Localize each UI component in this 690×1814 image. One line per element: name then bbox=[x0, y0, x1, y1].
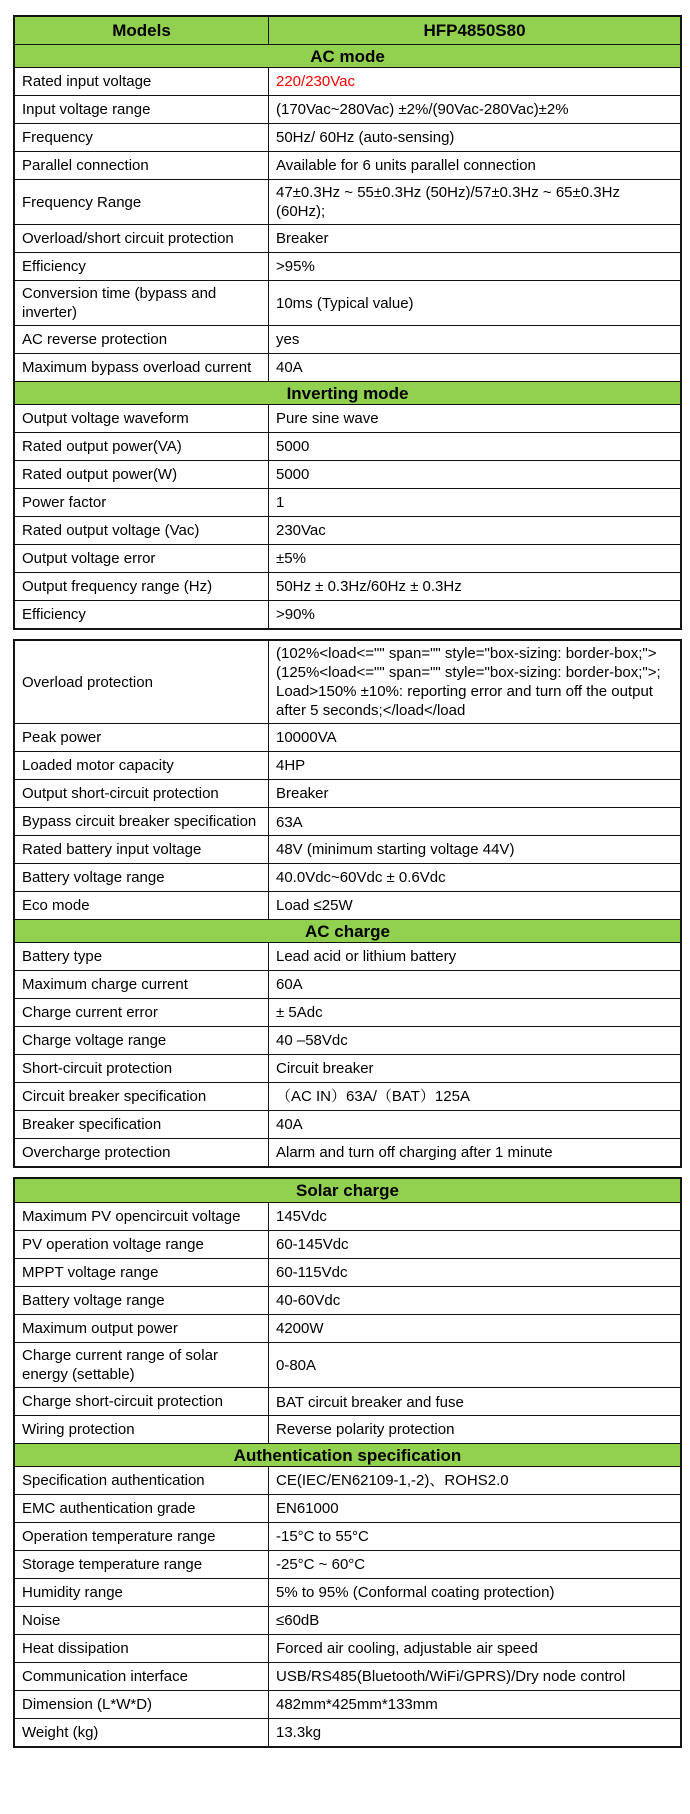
spec-value-cell: CE(IEC/EN62109-1,-2)、ROHS2.0 bbox=[276, 1472, 509, 1489]
spec-row bbox=[15, 179, 680, 224]
spec-value-cell: >90% bbox=[276, 606, 315, 623]
spec-value-cell: Load ≤25W bbox=[276, 897, 353, 914]
spec-label-cell: Breaker specification bbox=[15, 1111, 269, 1138]
spec-label-cell: Circuit breaker specification bbox=[15, 1083, 269, 1110]
spec-row bbox=[15, 1082, 680, 1110]
spec-value-cell: Forced air cooling, adjustable air speed bbox=[276, 1640, 538, 1657]
spec-row bbox=[15, 835, 680, 863]
spec-row bbox=[15, 1606, 680, 1634]
spec-label-cell: Eco mode bbox=[15, 892, 269, 919]
spec-value-cell: 5% to 95% (Conformal coating protection) bbox=[276, 1584, 555, 1601]
spec-value-cell: -25°C ~ 60°C bbox=[276, 1556, 366, 1573]
spec-value-cell: 48V (minimum starting voltage 44V) bbox=[276, 841, 515, 858]
spec-value-cell: Reverse polarity protection bbox=[276, 1421, 455, 1438]
spec-value-cell: 4HP bbox=[276, 757, 306, 774]
spec-value-cell: EN61000 bbox=[276, 1500, 339, 1517]
model-name-cell: HFP4850S80 bbox=[423, 21, 526, 40]
spec-row bbox=[15, 516, 680, 544]
spec-row bbox=[15, 1415, 680, 1443]
spec-label-cell: EMC authentication grade bbox=[15, 1495, 269, 1522]
spec-value-cell: (170Vac~280Vac) ±2%/(90Vac-280Vac)±2% bbox=[276, 101, 569, 118]
spec-label-cell: Parallel connection bbox=[15, 152, 269, 179]
spec-row bbox=[15, 1718, 680, 1746]
spec-value-cell: 40.0Vdc~60Vdc ± 0.6Vdc bbox=[276, 869, 446, 886]
table-segment bbox=[13, 1177, 682, 1748]
spec-label-cell: Rated output voltage (Vac) bbox=[15, 517, 269, 544]
spec-label-cell: AC reverse protection bbox=[15, 326, 269, 353]
spec-row bbox=[15, 1202, 680, 1230]
spec-row bbox=[15, 1138, 680, 1166]
spec-label-cell: Weight (kg) bbox=[15, 1719, 269, 1746]
section-header-row: Solar charge bbox=[15, 1179, 680, 1202]
spec-label-cell: Input voltage range bbox=[15, 96, 269, 123]
spec-label-cell: Efficiency bbox=[15, 253, 269, 280]
models-header-row bbox=[15, 17, 680, 44]
spec-label-cell: Storage temperature range bbox=[15, 1551, 269, 1578]
spec-label-cell: Peak power bbox=[15, 724, 269, 751]
spec-value-cell: Breaker bbox=[276, 230, 329, 247]
spec-label-cell: Humidity range bbox=[15, 1579, 269, 1606]
table-segment bbox=[13, 15, 682, 630]
spec-label-cell: Maximum output power bbox=[15, 1315, 269, 1342]
spec-value-cell: ≤60dB bbox=[276, 1612, 320, 1629]
spec-label-cell: Battery voltage range bbox=[15, 1287, 269, 1314]
spec-label-cell: PV operation voltage range bbox=[15, 1231, 269, 1258]
spec-label-cell: Efficiency bbox=[15, 601, 269, 628]
spec-value-cell: ±5% bbox=[276, 550, 306, 567]
spec-label-cell: Power factor bbox=[15, 489, 269, 516]
spec-row bbox=[15, 1314, 680, 1342]
spec-value-cell: 230Vac bbox=[276, 522, 326, 539]
spec-label-cell: MPPT voltage range bbox=[15, 1259, 269, 1286]
spec-row bbox=[15, 779, 680, 807]
spec-value-cell: （AC IN）63A/（BAT）125A bbox=[276, 1088, 470, 1105]
spec-value-cell: 482mm*425mm*133mm bbox=[276, 1696, 438, 1713]
spec-row bbox=[15, 488, 680, 516]
section-header-row: Authentication specification bbox=[15, 1443, 680, 1466]
spec-value-cell: ± 5Adc bbox=[276, 1004, 323, 1021]
spec-label-cell: Frequency Range bbox=[15, 180, 269, 224]
spec-value-cell: 63A bbox=[276, 814, 303, 831]
section-header-row: AC charge bbox=[15, 919, 680, 942]
spec-value-cell: 5000 bbox=[276, 438, 310, 455]
spec-row bbox=[15, 1110, 680, 1138]
spec-value-cell: 47±0.3Hz ~ 55±0.3Hz (50Hz)/57±0.3Hz ~ 65±0.3Hz (60Hz); bbox=[276, 184, 620, 220]
spec-row bbox=[15, 1550, 680, 1578]
spec-label-cell: Bypass circuit breaker specification bbox=[15, 808, 269, 835]
spec-value-cell: (102%<load<="" span="" style="box-sizing: border-box;"> (125%<load<="" span="" style="box-sizing: border-box;">; Load>150% ±10%: reporting error and turn off the output after 5 seconds;</load</load bbox=[276, 645, 661, 719]
spec-row bbox=[15, 1522, 680, 1550]
spec-label-cell: Specification authentication bbox=[15, 1467, 269, 1494]
spec-row bbox=[15, 1258, 680, 1286]
spec-label-cell: Charge current range of solar energy (settable) bbox=[15, 1343, 269, 1387]
spec-value-cell: Circuit breaker bbox=[276, 1060, 374, 1077]
spec-row bbox=[15, 1578, 680, 1606]
spec-row bbox=[15, 280, 680, 325]
spec-value-cell: -15°C to 55°C bbox=[276, 1528, 369, 1545]
spec-value-cell: USB/RS485(Bluetooth/WiFi/GPRS)/Dry node control bbox=[276, 1668, 626, 1685]
spec-value-cell: Alarm and turn off charging after 1 minute bbox=[276, 1144, 553, 1161]
spec-value-cell: 5000 bbox=[276, 466, 310, 483]
spec-label-cell: Output voltage waveform bbox=[15, 405, 269, 432]
spec-row bbox=[15, 641, 680, 723]
spec-row bbox=[15, 123, 680, 151]
spec-label-cell: Battery type bbox=[15, 943, 269, 970]
spec-row bbox=[15, 67, 680, 95]
spec-value-cell: 60-115Vdc bbox=[276, 1264, 348, 1281]
spec-row bbox=[15, 544, 680, 572]
table-segment bbox=[13, 639, 682, 1168]
spec-value-cell: Breaker bbox=[276, 785, 329, 802]
spec-label-cell: Charge short-circuit protection bbox=[15, 1388, 269, 1415]
spec-row bbox=[15, 95, 680, 123]
spec-label-cell: Operation temperature range bbox=[15, 1523, 269, 1550]
spec-label-cell: Dimension (L*W*D) bbox=[15, 1691, 269, 1718]
spec-value-cell: Pure sine wave bbox=[276, 410, 379, 427]
spec-row bbox=[15, 1662, 680, 1690]
spec-row bbox=[15, 863, 680, 891]
spec-row bbox=[15, 891, 680, 919]
spec-label-cell: Frequency bbox=[15, 124, 269, 151]
spec-label-cell: Overload/short circuit protection bbox=[15, 225, 269, 252]
spec-value-cell: >95% bbox=[276, 258, 315, 275]
spec-label-cell: Maximum PV opencircuit voltage bbox=[15, 1203, 269, 1230]
spec-row bbox=[15, 353, 680, 381]
spec-label-cell: Output voltage error bbox=[15, 545, 269, 572]
spec-row bbox=[15, 572, 680, 600]
spec-label-cell: Communication interface bbox=[15, 1663, 269, 1690]
spec-value-cell: 145Vdc bbox=[276, 1208, 327, 1225]
spec-label-cell: Charge current error bbox=[15, 999, 269, 1026]
spec-row bbox=[15, 432, 680, 460]
spec-label-cell: Maximum bypass overload current bbox=[15, 354, 269, 381]
spec-value-cell: 40A bbox=[276, 1116, 303, 1133]
spec-row bbox=[15, 970, 680, 998]
spec-value-cell: 1 bbox=[276, 494, 285, 511]
spec-row bbox=[15, 1342, 680, 1387]
spec-row bbox=[15, 751, 680, 779]
spec-value-cell: 50Hz/ 60Hz (auto-sensing) bbox=[276, 129, 455, 146]
spec-value-cell: 50Hz ± 0.3Hz/60Hz ± 0.3Hz bbox=[276, 578, 462, 595]
spec-label-cell: Output short-circuit protection bbox=[15, 780, 269, 807]
spec-row bbox=[15, 723, 680, 751]
spec-value-cell: 40A bbox=[276, 359, 303, 376]
spec-row bbox=[15, 1634, 680, 1662]
spec-row bbox=[15, 1286, 680, 1314]
spec-label-cell: Charge voltage range bbox=[15, 1027, 269, 1054]
spec-row bbox=[15, 942, 680, 970]
spec-label-cell: Rated output power(VA) bbox=[15, 433, 269, 460]
spec-row bbox=[15, 1054, 680, 1082]
spec-value-cell: 10000VA bbox=[276, 729, 337, 746]
models-header-cell: Models bbox=[15, 17, 269, 44]
spec-row bbox=[15, 224, 680, 252]
spec-value-cell: 60-145Vdc bbox=[276, 1236, 349, 1253]
spec-row bbox=[15, 460, 680, 488]
spec-label-cell: Conversion time (bypass and inverter) bbox=[15, 281, 269, 325]
spec-label-cell: Overcharge protection bbox=[15, 1139, 269, 1166]
spec-row bbox=[15, 1387, 680, 1415]
spec-row bbox=[15, 1230, 680, 1258]
spec-row bbox=[15, 1494, 680, 1522]
spec-label-cell: Noise bbox=[15, 1607, 269, 1634]
spec-row bbox=[15, 325, 680, 353]
spec-label-cell: Heat dissipation bbox=[15, 1635, 269, 1662]
spec-row bbox=[15, 151, 680, 179]
spec-row bbox=[15, 1026, 680, 1054]
spec-value-cell: 10ms (Typical value) bbox=[276, 294, 414, 312]
spec-row bbox=[15, 404, 680, 432]
spec-value-cell: Lead acid or lithium battery bbox=[276, 948, 457, 965]
spec-row bbox=[15, 998, 680, 1026]
spec-label-cell: Short-circuit protection bbox=[15, 1055, 269, 1082]
spec-value-cell: 220/230Vac bbox=[276, 73, 355, 90]
section-header-row: Inverting mode bbox=[15, 381, 680, 404]
spec-value-cell: 0-80A bbox=[276, 1356, 317, 1374]
spec-label-cell: Loaded motor capacity bbox=[15, 752, 269, 779]
spec-row bbox=[15, 600, 680, 628]
spec-value-cell: 60A bbox=[276, 976, 303, 993]
section-header-row: AC mode bbox=[15, 44, 680, 67]
spec-label-cell: Battery voltage range bbox=[15, 864, 269, 891]
spec-value-cell: 40 –58Vdc bbox=[276, 1032, 348, 1049]
spec-row bbox=[15, 252, 680, 280]
spec-value-cell: BAT circuit breaker and fuse bbox=[276, 1394, 464, 1411]
spec-value-cell: Available for 6 units parallel connection bbox=[276, 157, 536, 174]
spec-label-cell: Rated output power(W) bbox=[15, 461, 269, 488]
spec-value-cell: 13.3kg bbox=[276, 1724, 322, 1741]
spec-label-cell: Rated input voltage bbox=[15, 68, 269, 95]
spec-value-cell: 40-60Vdc bbox=[276, 1292, 341, 1309]
spec-label-cell: Wiring protection bbox=[15, 1416, 269, 1443]
spec-row bbox=[15, 1690, 680, 1718]
spec-label-cell: Rated battery input voltage bbox=[15, 836, 269, 863]
spec-value-cell: yes bbox=[276, 331, 300, 348]
spec-label-cell: Output frequency range (Hz) bbox=[15, 573, 269, 600]
spec-label-cell: Maximum charge current bbox=[15, 971, 269, 998]
spec-value-cell: 4200W bbox=[276, 1320, 324, 1337]
spec-row bbox=[15, 807, 680, 835]
spec-label-cell: Overload protection bbox=[15, 641, 269, 723]
spec-row bbox=[15, 1466, 680, 1494]
